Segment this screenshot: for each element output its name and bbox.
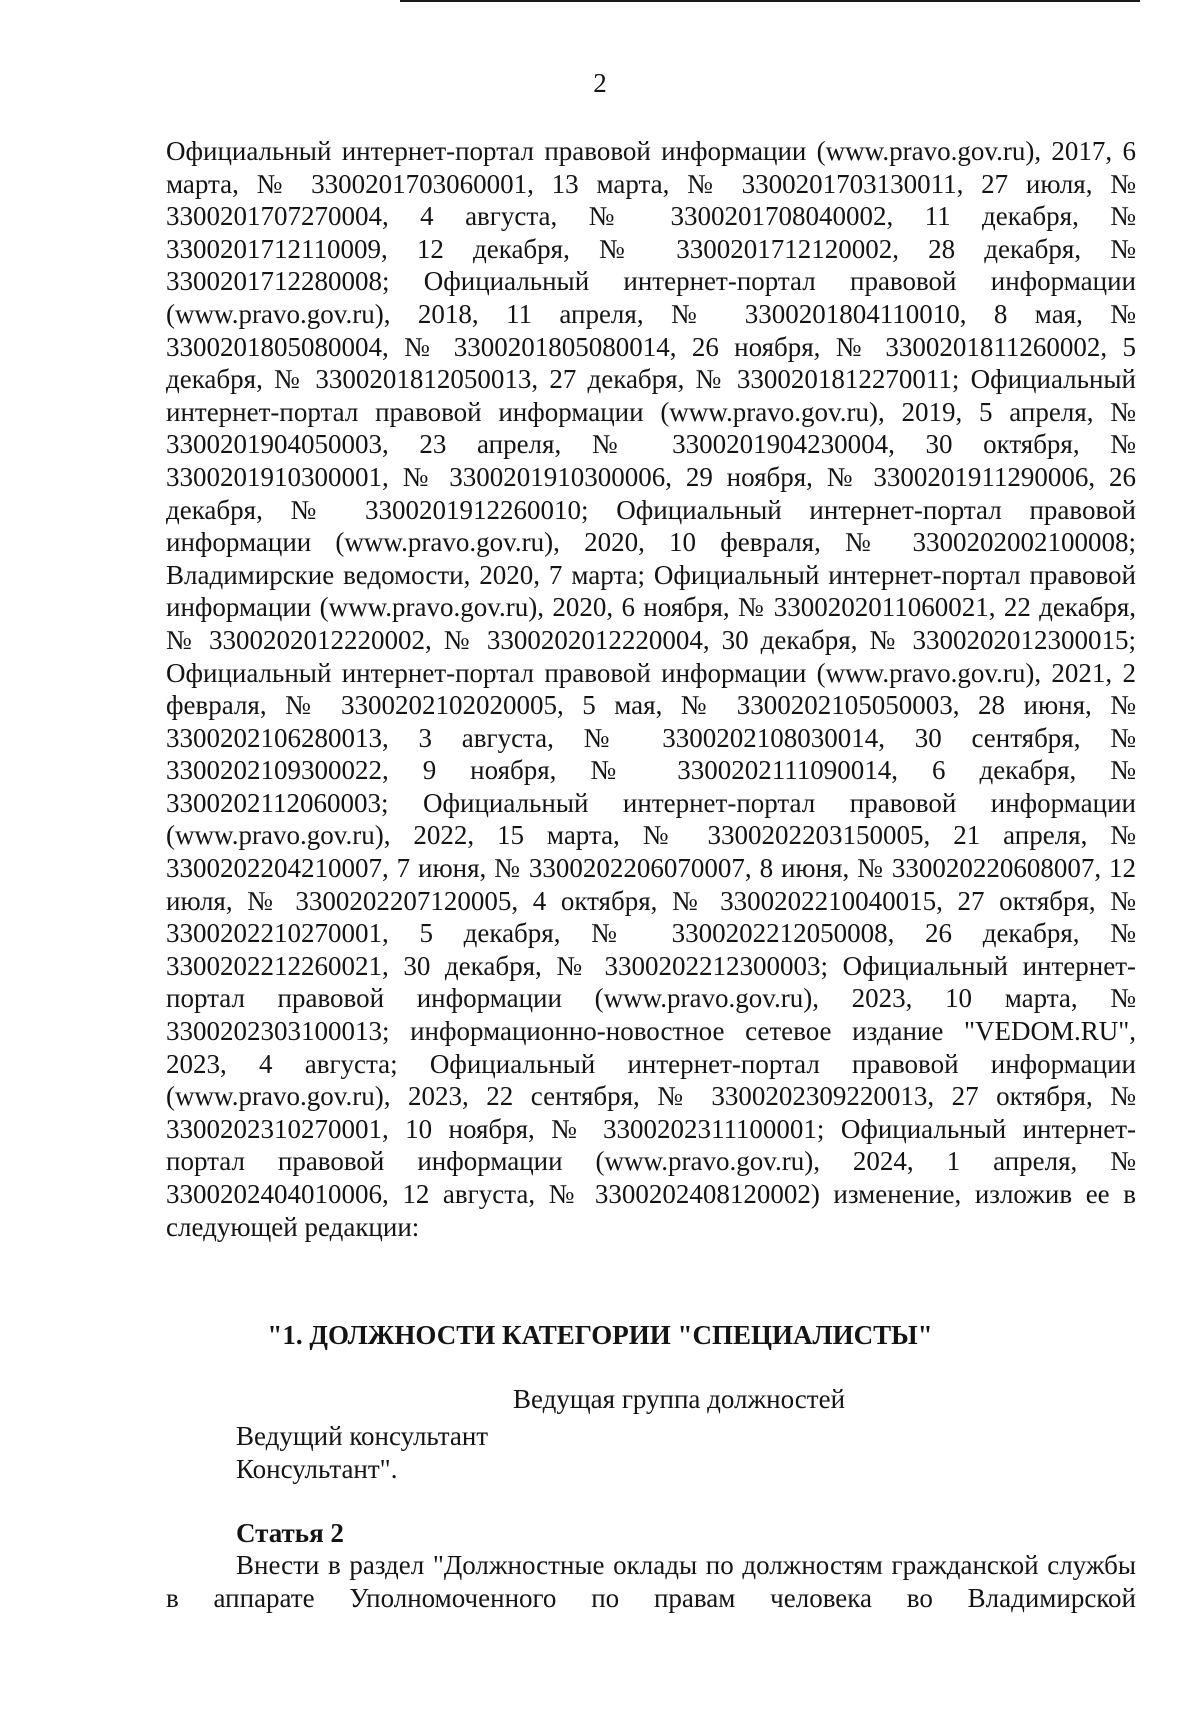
article-heading: Статья 2 [236,1518,344,1548]
position-item: Консультант". [236,1454,398,1484]
page-number: 2 [593,68,607,98]
body-paragraph: Официальный интернет-портал правовой информации (www.pravo.gov.ru), 2017, 6 марта, № 3300201703060001, 13 марта, № 3300201703130011, 27 июля, № 3300201707270004, 4 августа, № 3300201708040002, 11 декабря, № 3300201712110009, 12 декабря, № 3300201712120002, 28 декабря, № 3300201712280008; Официальный интернет-портал правовой информации (www.pravo.gov.ru), 2018, 11 апреля, № 3300201804110010, 8 мая, № 3300201805080004, № 3300201805080014, 26 ноября, № 3300201811260002, 5 декабря, № 3300201812050013, 27 декабря, № 3300201812270011; Официальный интернет-портал правовой информации (www.pravo.gov.ru), 2019, 5 апреля, № 3300201904050003, 23 апреля, № 3300201904230004, 30 октября, № 3300201910300001, № 3300201910300006, 29 ноября, № 3300201911290006, 26 декабря, № 3300201912260010; Официальный интернет-портал правовой информации (www.pravo.gov.ru), 2020, 10 февраля, № 3300202002100008; Владимирские ведомости, 2020, 7 марта; Официальный интернет-портал правовой информации (www.pravo.gov.ru), 2020, 6 ноября, № 3300202011060021, 22 декабря, № 3300202012220002, № 3300202012220004, 30 декабря, № 3300202012300015; Официальный интернет-портал правовой информации (www.pravo.gov.ru), 2021, 2 февраля, № 3300202102020005, 5 мая, № 3300202105050003, 28 июня, № 3300202106280013, 3 августа, № 3300202108030014, 30 сентября, № 3300202109300022, 9 ноября, № 3300202111090014, 6 декабря, № 3300202112060003; Официальный интернет-портал правовой информации (www.pravo.gov.ru), 2022, 15 марта, № 3300202203150005, 21 апреля, № 3300202204210007, 7 июня, № 3300202206070007, 8 июня, № 330020220608007, 12 июля, № 3300202207120005, 4 октября, № 3300202210040015, 27 октября, № 3300202210270001, 5 декабря, № 3300202212050008, 26 декабря, № 3300202212260021, 30 декабря, № 3300202212300003; Официальный интернет-портал правовой информации (www.pravo.gov.ru), 2023, 10 марта, № 3300202303100013; информационно-новостное сетевое издание "VEDOM.RU", 2023, 4 августа; Официальный интернет-портал правовой информации (www.pravo.gov.ru), 2023, 22 сентября, № 3300202309220013, 27 октября, № 3300202310270001, 10 ноября, № 3300202311100001; Официальный интернет-портал правовой информации (www.pravo.gov.ru), 2024, 1 апреля, № 3300202404010006, 12 августа, № 3300202408120002) изменение, изложив ее в следующей редакции: [166,136,1136,1242]
top-rule [400,0,1140,2]
position-list [236,1420,488,1486]
section-heading: "1. ДОЛЖНОСТИ КАТЕГОРИИ "СПЕЦИАЛИСТЫ" [267,1320,933,1350]
article-paragraph: Внести в раздел "Должностные оклады по должностям гражданской службы в аппарате Уполномоченного по правам человека во Владимирской [166,1550,1136,1613]
group-heading: Ведущая группа должностей [513,1384,846,1414]
position-item: Ведущий консультант [236,1421,489,1451]
